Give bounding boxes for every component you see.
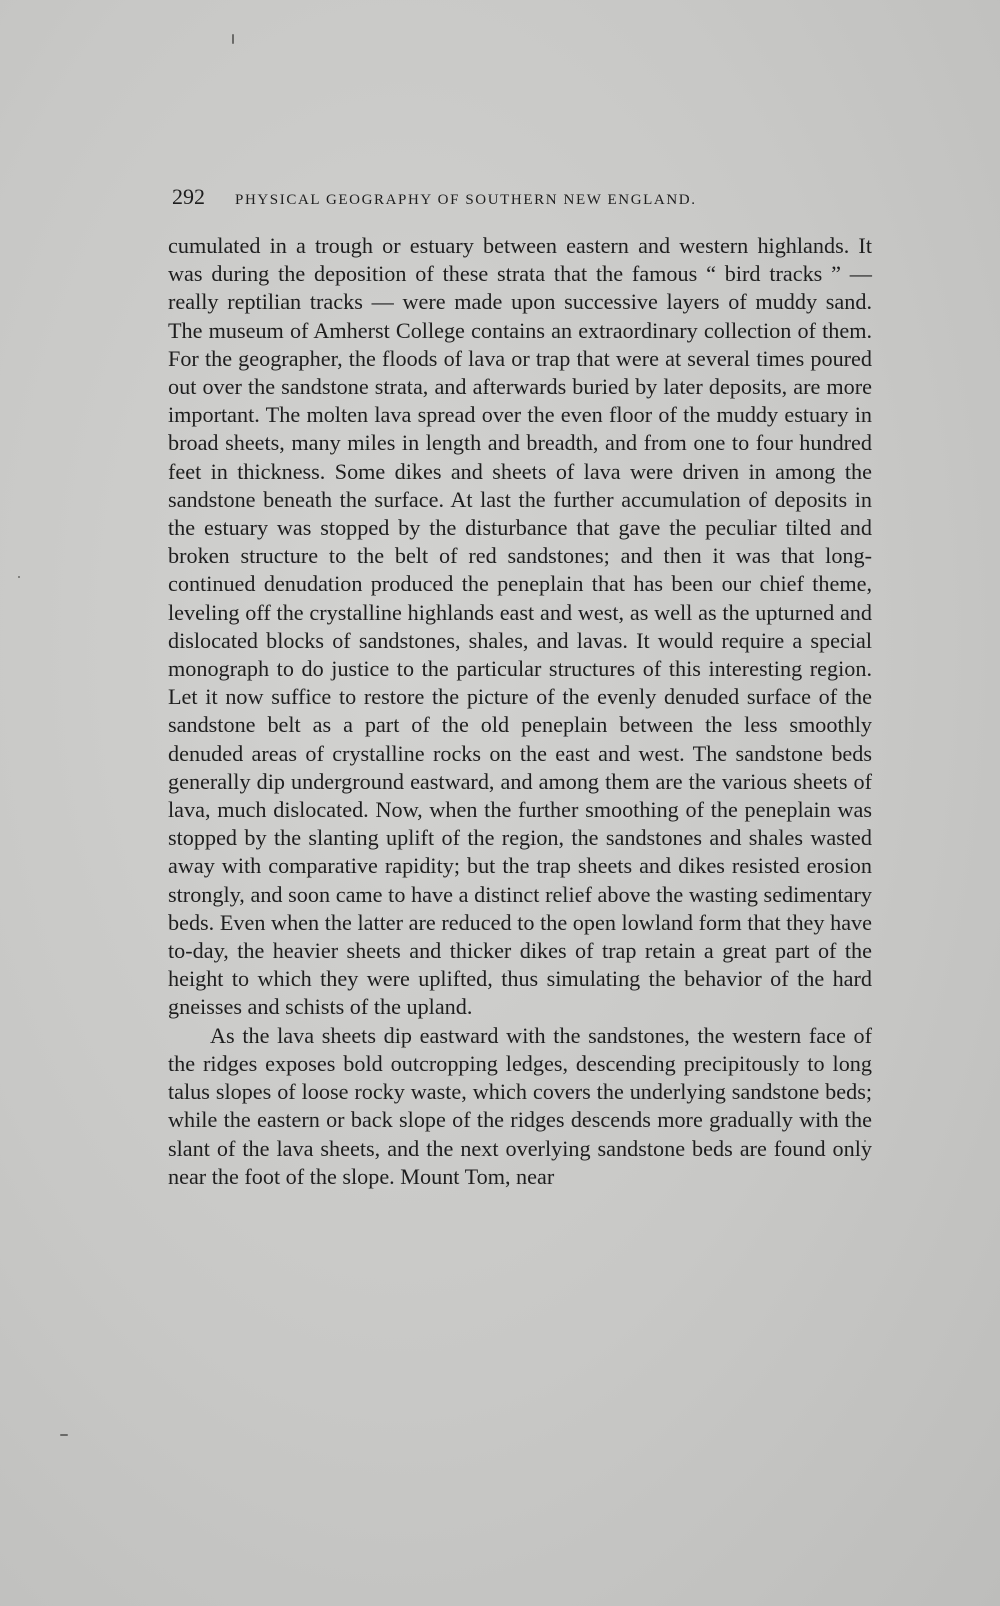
paragraph-1: cumulated in a trough or estuary between eastern and western highlands. It was during the deposition of these strata that the famous “ bird tracks ” — really reptilian tracks — were made upon successive layers of muddy sand. The museum of Amherst College contains an extraordinary collection of them. For the geographer, the floods of lava or trap that were at several times poured out over the sandstone strata, and afterwards buried by later deposits, are more important. The molten lava spread over the even floor of the muddy estuary in broad sheets, many miles in length and breadth, and from one to four hundred feet in thickness. Some dikes and sheets of lava were driven in among the sandstone beneath the surface. At last the further accumulation of deposits in the estuary was stopped by the disturbance that gave the peculiar tilted and broken structure to the belt of red sandstones; and then it was that long-continued denudation produced the peneplain that has been our chief theme, leveling off the crystalline highlands east and west, as well as the upturned and dislocated blocks of sandstones, shales, and lavas. It would require a special monograph to do justice to the particular structures of this interesting region. Let it now suffice to restore the picture of the evenly denuded surface of the sandstone belt as a part of the old peneplain between the less smoothly denuded areas of crystalline rocks on the east and west. The sandstone beds generally dip underground eastward, and among them are the various sheets of lava, much dislocated. Now, when the further smoothing of the peneplain was stopped by the slanting uplift of the region, the sandstones and shales wasted away with comparative rapidity; but the trap sheets and dikes resisted erosion strongly, and soon came to have a distinct relief above the wasting sedimentary beds. Even when the latter are reduced to the open lowland form that they have to-day, the heavier sheets and thicker dikes of trap retain a great part of the height to which they were uplifted, thus simulating the behavior of the hard gneisses and schists of the upland. <box>168 233 872 1020</box>
body-text <box>168 232 872 1191</box>
page-number: 292 <box>172 184 205 209</box>
page-header <box>172 184 812 216</box>
paragraph-2: As the lava sheets dip eastward with the sandstones, the western face of the ridges exposes bold outcropping ledges, descending precipitously to long talus slopes of loose rocky waste, which covers the underlying sandstone beds; while the eastern or back slope of the ridges descends more gradually with the slant of the lava sheets, and the next overlying sandstone beds are found only near the foot of the slope. Mount Tom, near <box>168 1022 872 1189</box>
running-title: PHYSICAL GEOGRAPHY OF SOUTHERN NEW ENGLAND. <box>235 192 697 208</box>
